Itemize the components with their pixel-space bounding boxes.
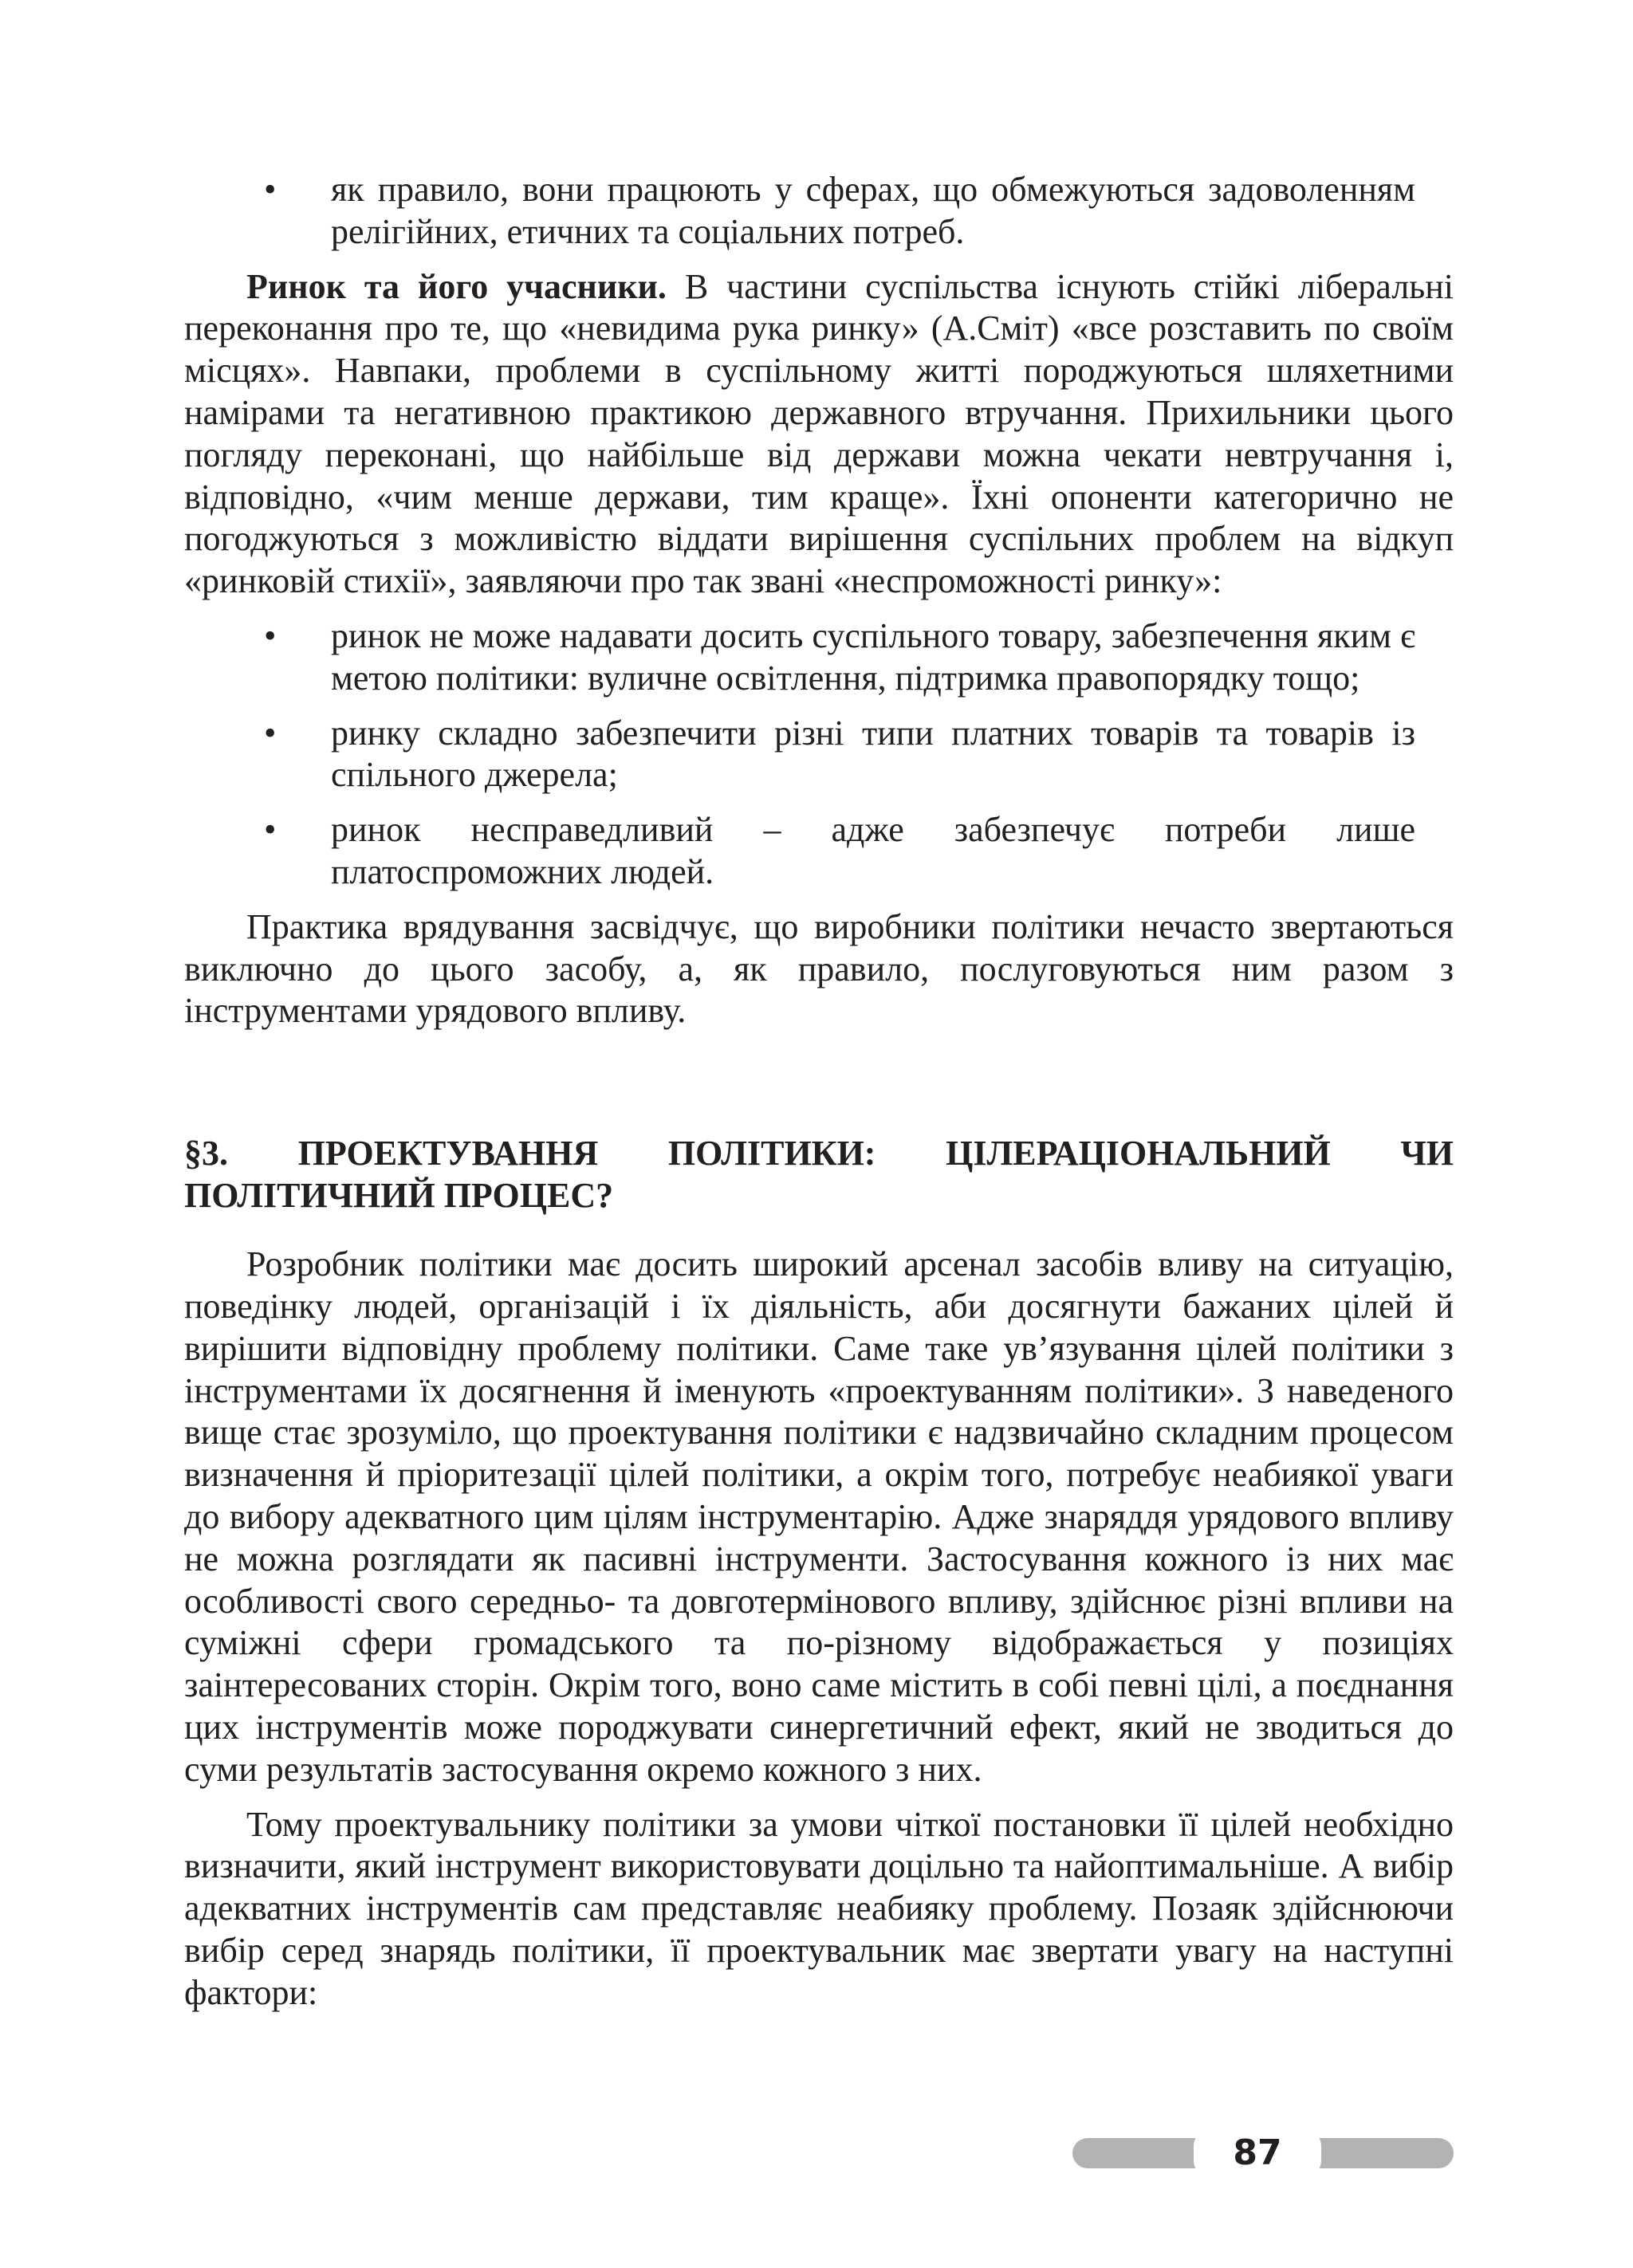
list-item — [184, 615, 1415, 700]
market-title: Ринок та його учасники. — [246, 266, 667, 306]
bullet-list-top — [184, 169, 1415, 254]
list-item-text: ринку складно забезпечити різні типи платних товарів та товарів із спільного джерела; — [331, 713, 1415, 795]
bullet-icon: • — [264, 713, 277, 753]
bullet-icon: • — [264, 810, 277, 850]
page-number: 87 — [1194, 2128, 1321, 2178]
bullet-icon: • — [264, 615, 277, 655]
bullet-icon: • — [264, 170, 277, 209]
market-text: В частини суспільства існують стійкі ліберальні переконання про те, що «невидима рука ринку» (А.Сміт) «все розставить по своїм місцях». Навпаки, проблеми в суспільному житті породжуються шляхетними намірами та негативною практикою державного втручання. Прихильники цього погляду переконані, що найбільше від держави можна чекати невтручання і, відповідно, «чим менше держави, тим краще». Їхні опоненти категорично не погоджуються з можливістю віддати вирішення суспільних проблем на відкуп «ринковій стихії», заявляючи про так звані «неспроможності ринку»: — [184, 266, 1454, 601]
section-heading: §3. ПРОЕКТУВАННЯ ПОЛІТИКИ: ЦІЛЕРАЦІОНАЛЬНИЙ ЧИ ПОЛІТИЧНИЙ ПРОЦЕС? — [184, 1134, 1454, 1216]
bullet-list-market — [184, 615, 1415, 894]
page-number-badge — [1072, 2128, 1454, 2178]
list-item-text: ринок не може надавати досить суспільного товару, забезпечення яким є метою політики: вуличне освітлення, підтримка правопорядку тощо; — [331, 615, 1415, 698]
list-item-text: ринок несправедливий – адже забезпечує потреби лише платоспроможних людей. — [331, 810, 1415, 891]
market-paragraph — [184, 266, 1454, 603]
practice-paragraph: Практика врядування засвідчує, що виробники політики нечасто звертаються виключно до цього засобу, а, як правило, послуговуються ним разом з інструментами урядового впливу. — [184, 906, 1454, 1031]
list-item-text: як правило, вони працюють у сферах, що обмежуються задоволенням релігійних, етичних та соціальних потреб. — [331, 170, 1415, 251]
list-item — [184, 713, 1415, 797]
designer-paragraph: Тому проектувальнику політики за умови чіткої постановки її цілей необхідно визначити, який інструмент використовувати доцільно та найоптимальніше. А вибір адекватних інструментів сам представляє неабияку проблему. Позаяк здійснюючи вибір серед знарядь політики, її проектувальник має звертати увагу на наступні фактори: — [184, 1804, 1454, 2012]
page-content — [184, 169, 1454, 2014]
design-paragraph: Розробник політики має досить широкий арсенал засобів вливу на ситуацію, поведінку людей, організацій і їх діяльність, аби досягнути бажаних цілей й вирішити відповідну проблему політики. Саме таке ув’язування цілей політики з інструментами їх досягнення й іменують «проектуванням політики». З наведеного вище стає зрозуміло, що проектування політики є надзвичайно складним процесом визначення й пріоритезації цілей політики, а окрім того, потребує неабиякої уваги до вибору адекватного цим цілям інструментарію. Адже знаряддя урядового впливу не можна розглядати як пасивні інструменти. Застосування кожного із них має особливості свого середньо- та довготермінового впливу, здійснює різні впливи на суміжні сфери громадського та по-різному відображається у позиціях заінтересованих сторін. Окрім того, воно саме містить в собі певні цілі, а поєднання цих інструментів може породжувати синергетичний ефект, який не зводиться до суми результатів застосування окремо кожного з них. — [184, 1244, 1454, 1789]
list-item — [184, 809, 1415, 894]
list-item — [184, 169, 1415, 254]
